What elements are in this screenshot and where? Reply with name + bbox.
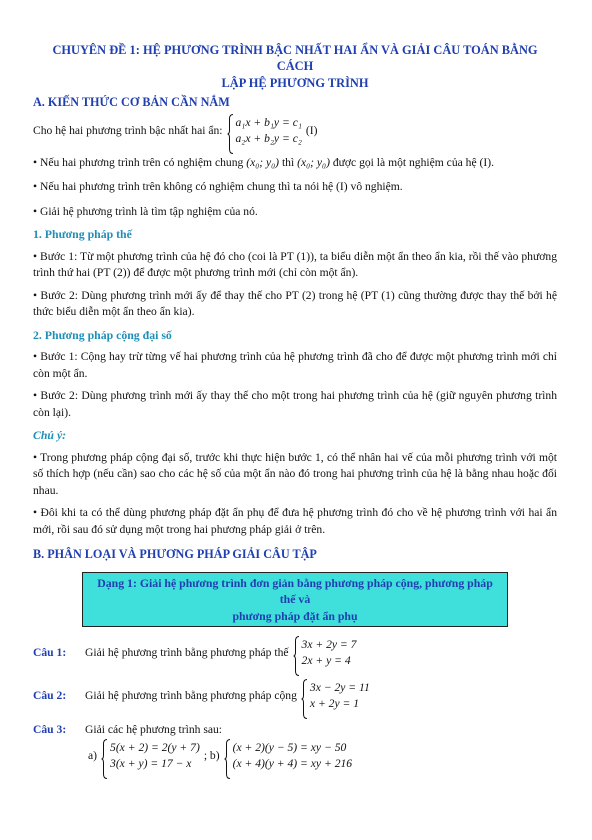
bullet-1-pre: • Nếu hai phương trình trên có nghiệm chung: [33, 155, 247, 169]
system-i-eq2: a₂x + b₂y = c₂: [235, 132, 302, 146]
note-paragraph-1: • Trong phương pháp cộng đại số, trước khi thực hiện bước 1, có thể nhân hai vế của mỗi phương trình với một số thích hợp (nếu cần) sao cho các hệ số của một ẩn nào đó trong hai phương trình của hệ là bằng nhau hoặc đối nhau.: [33, 450, 557, 497]
question-3a-eq1: 5(x + 2) = 2(y + 7): [110, 741, 200, 755]
question-3b-label: ; b): [203, 748, 220, 762]
method-2-heading: 2. Phương pháp cộng đại số: [33, 327, 172, 342]
question-3-text: Giải các hệ phương trình sau:: [85, 722, 223, 736]
question-2-eq2: x + 2y = 1: [309, 697, 360, 711]
dang-1-line-2: phương pháp đặt ẩn phụ: [232, 608, 358, 623]
question-3-systems: [88, 740, 557, 771]
intro-text: Cho hệ hai phương trình bậc nhất hai ẩn:: [33, 123, 223, 137]
bullet-1-math-2: (x₀; y₀): [297, 155, 330, 169]
question-1-text: Giải hệ phương trình bằng phương pháp thế: [85, 645, 289, 659]
note-heading: Chú ý:: [33, 428, 67, 443]
document-title: [33, 42, 557, 91]
question-1-eq1: 3x + 2y = 7: [301, 638, 357, 652]
question-2-label: Câu 2:: [33, 688, 67, 702]
section-b-heading: B. PHÂN LOẠI VÀ PHƯƠNG PHÁP GIẢI CÂU TẬP: [33, 547, 317, 562]
bullet-common-solution: [33, 155, 557, 171]
question-1-eq2: 2x + y = 4: [301, 653, 351, 667]
brace-icon: [227, 114, 234, 154]
system-i: [227, 115, 302, 146]
system-i-label: (I): [305, 123, 318, 137]
bullet-solve-definition: • Giải hệ phương trình là tìm tập nghiệm của nó.: [33, 204, 258, 218]
question-2-text: Giải hệ phương trình bằng phương pháp cộng: [85, 688, 297, 702]
method-1-step-1: • Bước 1: Từ một phương trình của hệ đó cho (coi là PT (1)), ta biểu diễn một ẩn theo ẩn kia, rồi thế vào phương trình thứ hai (PT (2)) để được một phương trình mới (chỉ còn một ẩn).: [33, 249, 557, 280]
question-1: [33, 637, 557, 668]
title-line-1: CHUYÊN ĐỀ 1: HỆ PHƯƠNG TRÌNH BẬC NHẤT HAI ẨN VÀ GIẢI CÂU TOÁN BẰNG CÁCH: [52, 43, 538, 74]
question-2: [33, 680, 557, 711]
question-3a-eq2: 3(x + y) = 17 − x: [110, 756, 192, 770]
system-i-eq1: a₁x + b₁y = c₁: [235, 116, 302, 130]
method-2-step-2: • Bước 2: Dùng phương trình mới ấy thay thế cho một trong hai phương trình của hệ (giữ nguyên phương trình còn lại).: [33, 389, 557, 419]
method-1-step-2: • Bước 2: Dùng phương trình mới ấy để thay thế cho PT (2) trong hệ (PT (1) cũng thường được thay thế bởi hệ thức biểu diễn một ẩn theo ẩn kia).: [33, 288, 557, 319]
brace-icon: [301, 679, 308, 719]
question-3b-eq1: (x + 2)(y − 5) = xy − 50: [232, 741, 347, 755]
question-3b-system: [224, 740, 353, 771]
method-2-step-1: • Bước 1: Cộng hay trừ từng vế hai phương trình của hệ phương trình đã cho để được một phương trình mới chỉ còn một ẩn.: [33, 350, 557, 380]
method-1-heading: 1. Phương pháp thế: [33, 227, 132, 242]
brace-icon: [224, 739, 231, 779]
intro-system: [33, 115, 557, 146]
document-page: [33, 42, 557, 771]
brace-icon: [293, 636, 300, 676]
question-1-system: [293, 637, 357, 668]
question-3: [33, 722, 557, 738]
bullet-1-math-1: (x₀; y₀): [246, 155, 280, 169]
question-3a-label: a): [88, 748, 98, 762]
question-2-eq1: 3x − 2y = 11: [309, 681, 370, 695]
question-2-system: [301, 680, 370, 711]
question-1-label: Câu 1:: [33, 645, 67, 659]
brace-icon: [101, 739, 108, 779]
bullet-1-mid: thì: [279, 155, 298, 169]
question-3-label: Câu 3:: [33, 722, 67, 736]
question-3a-system: [101, 740, 200, 771]
dang-1-line-1: Dạng 1: Giải hệ phương trình đơn giản bằng phương pháp cộng, phương pháp thế và: [97, 575, 493, 607]
note-paragraph-2: • Đôi khi ta có thể dùng phương pháp đặt ẩn phụ để đưa hệ phương trình đó cho về hệ phương trình với hai ẩn mới, rồi sau đó sử dụng một trong hai phương pháp giải ở trên.: [33, 506, 557, 536]
question-3b-eq2: (x + 4)(y + 4) = xy + 216: [232, 756, 353, 770]
bullet-1-post: được gọi là một nghiệm của hệ (I).: [329, 155, 494, 169]
dang-1-box: [82, 572, 508, 628]
bullet-no-solution: • Nếu hai phương trình trên không có nghiệm chung thì ta nói hệ (I) vô nghiệm.: [33, 180, 403, 194]
title-line-2: LẬP HỆ PHƯƠNG TRÌNH: [221, 75, 369, 90]
section-a-heading: A. KIẾN THỨC CƠ BẢN CẦN NẮM: [33, 95, 230, 110]
